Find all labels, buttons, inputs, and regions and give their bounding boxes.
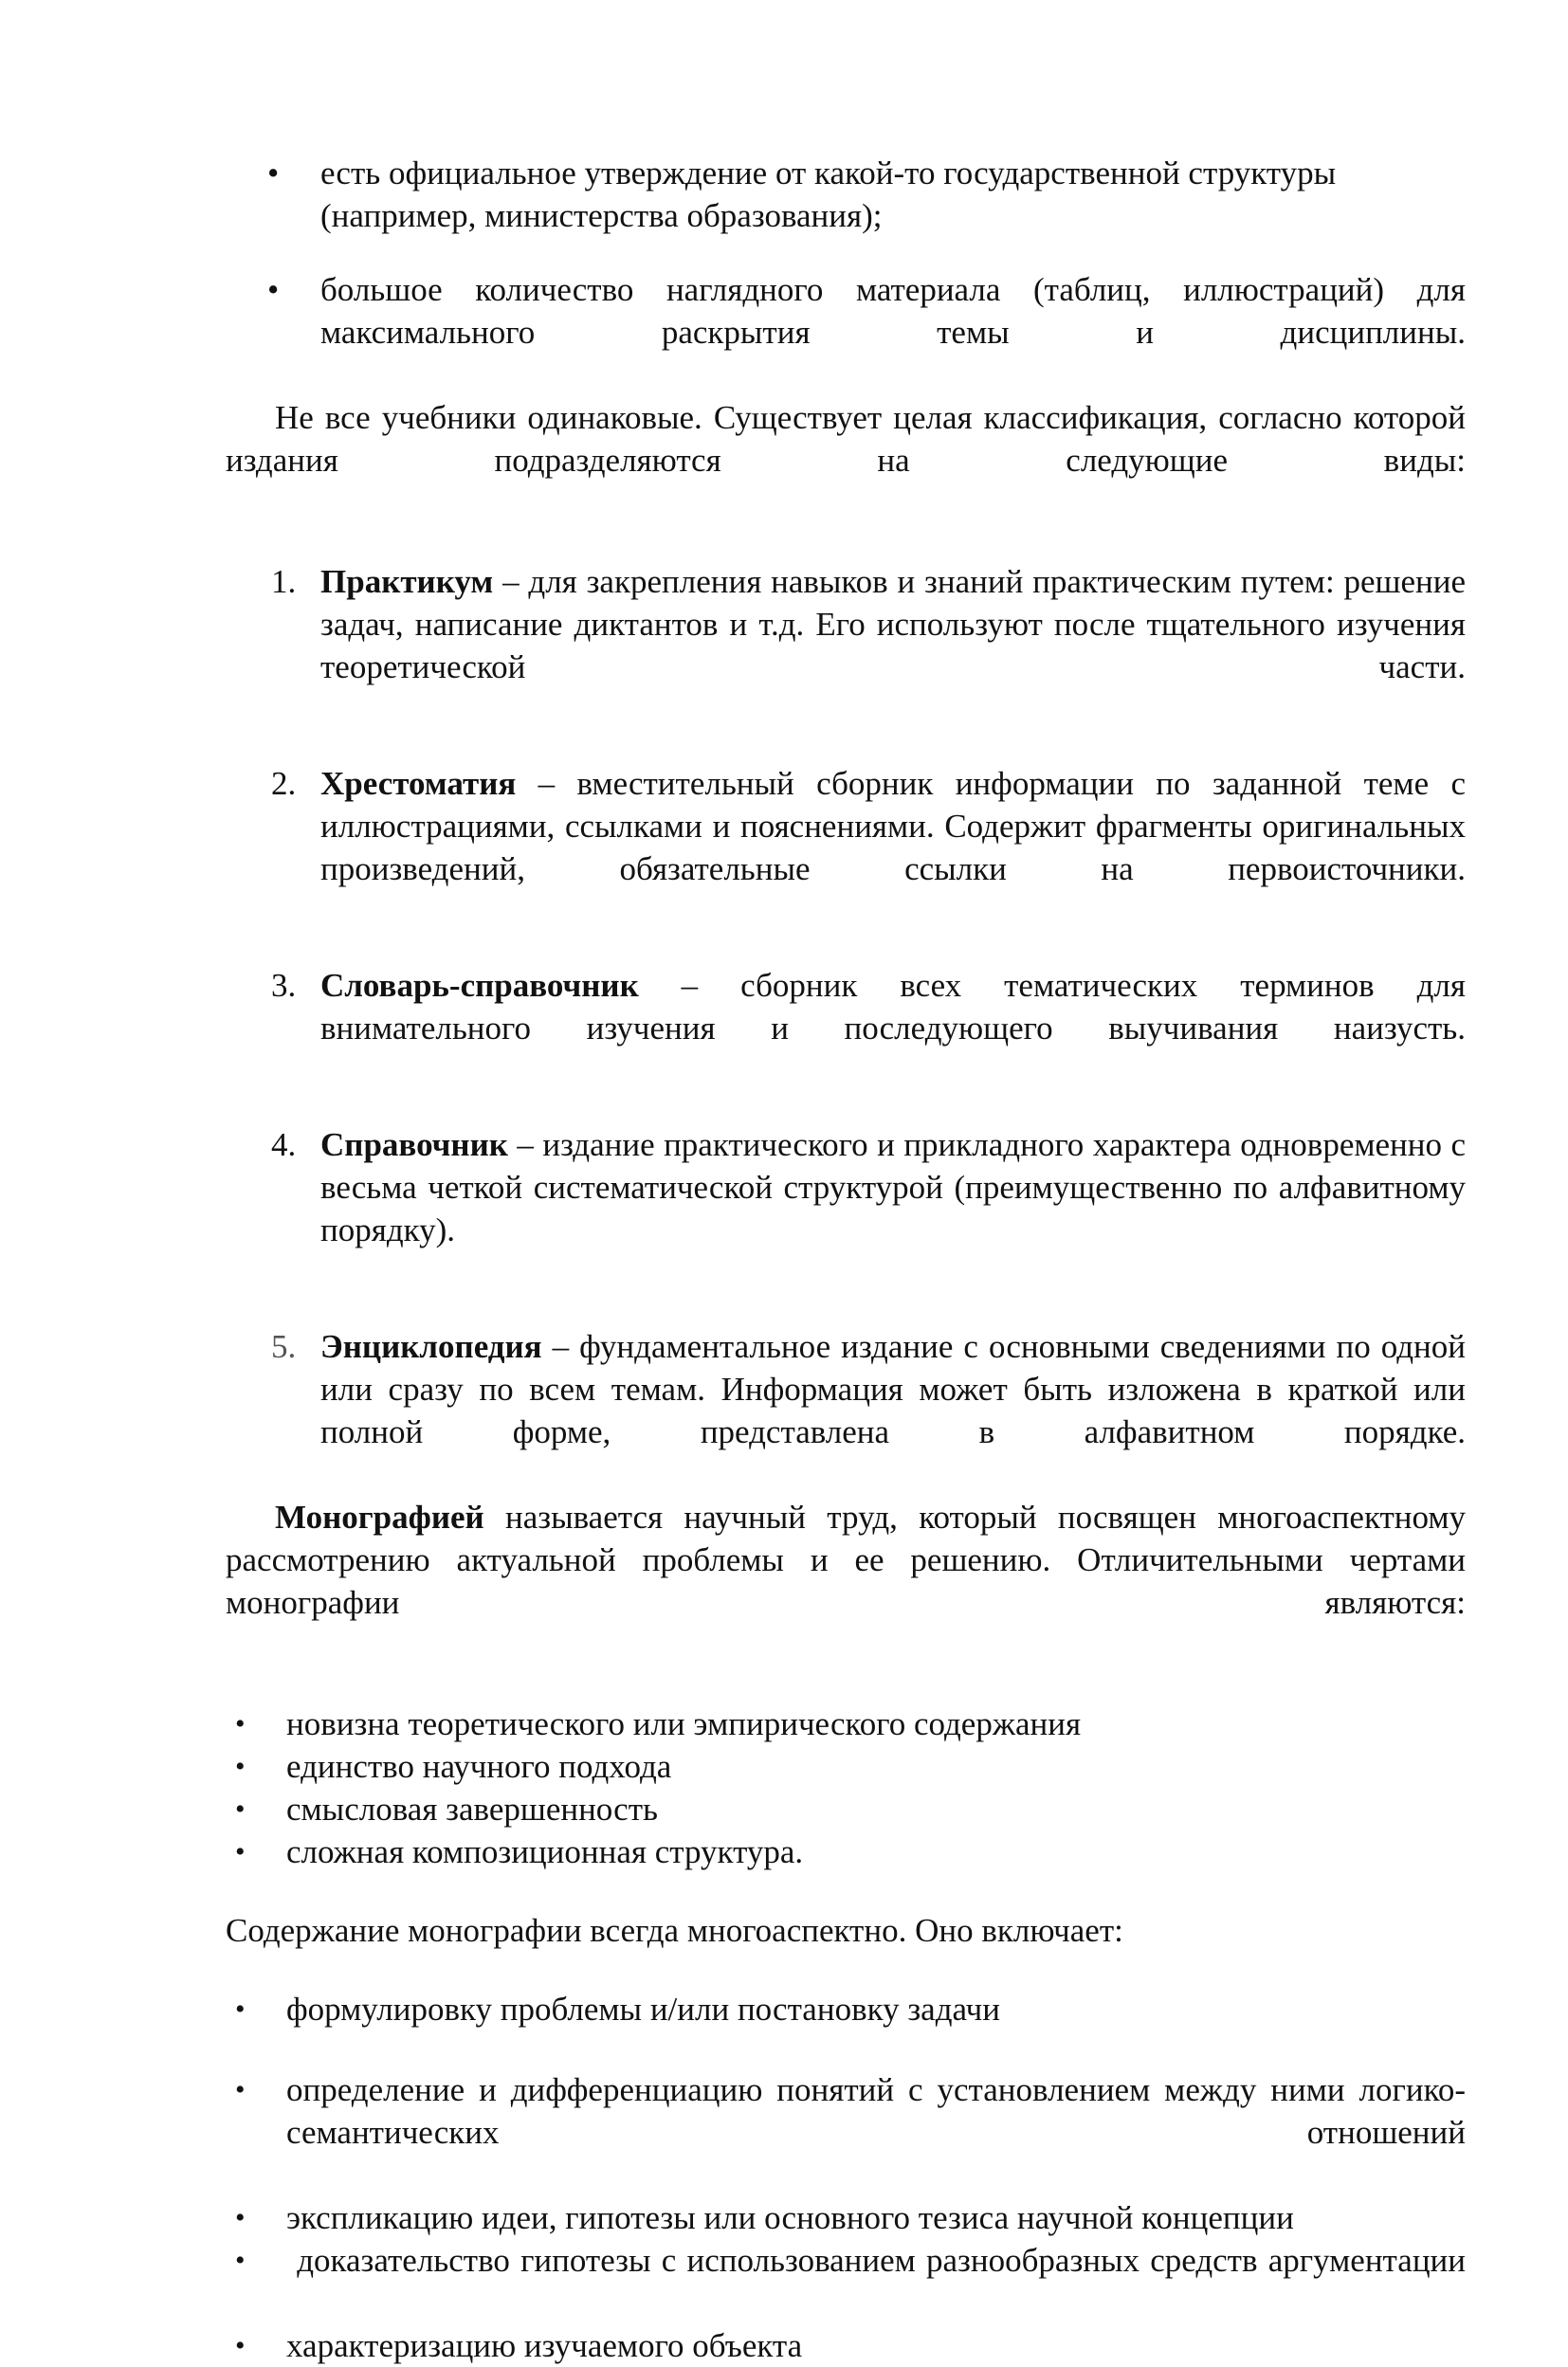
list-item: [226, 2239, 1466, 2324]
bullet-icon: •: [235, 2202, 246, 2233]
content-list: [226, 1988, 1466, 2367]
list-item: [226, 1788, 1466, 1830]
list-item-text: большое количество наглядного материала (таблиц, иллюстраций) для максимального раскрытия темы и дисциплины.: [320, 271, 1466, 351]
definition: – издание практического и прикладного характера одновременно с весьма четкой систематической структурой (преимущественно по алфавитному порядку).: [320, 1126, 1466, 1248]
list-item: [226, 1745, 1466, 1788]
term: Практикум: [320, 563, 494, 600]
list-item: [226, 2324, 1466, 2367]
list-item-text: определение и дифференциацию понятий с установлением между ними логико-семантических отношений: [286, 2071, 1466, 2151]
intro-paragraph: Не все учебники одинаковые. Существует целая классификация, согласно которой издания подразделяются на следующие виды:: [226, 399, 1466, 479]
definition: – сборник всех тематических терминов для внимательного изучения и последующего выучивания наизусть.: [320, 967, 1466, 1047]
list-number: 2.: [271, 765, 297, 802]
list-item: [226, 762, 1466, 933]
monograph-paragraph: [226, 1496, 1466, 1666]
list-item: [226, 1325, 1466, 1496]
bullet-icon: •: [235, 2245, 246, 2276]
list-item-text: экспликацию идеи, гипотезы или основного тезиса научной концепции: [286, 2199, 1294, 2236]
list-number: 1.: [271, 563, 297, 600]
bullet-icon: •: [235, 1708, 246, 1739]
document-page: [226, 152, 1466, 2367]
features-list: [226, 1702, 1466, 1873]
list-item-text: смысловая завершенность: [286, 1791, 658, 1828]
bullet-icon: •: [235, 1793, 246, 1825]
list-item: [226, 152, 1466, 237]
bullet-icon: •: [235, 1994, 246, 2025]
bullet-icon: •: [267, 271, 280, 308]
list-item-text: новизна теоретического или эмпирического содержания: [286, 1705, 1082, 1742]
list-item: [226, 268, 1466, 396]
definition: – для закрепления навыков и знаний практическим путем: решение задач, написание диктантов и т.д. Его используют после тщательного изучения теоретической части.: [320, 563, 1466, 685]
list-item-text: формулировку проблемы и/или постановку задачи: [286, 1991, 1000, 2028]
bullet-icon: •: [267, 155, 280, 191]
bullet-icon: •: [235, 1751, 246, 1782]
bullet-icon: •: [235, 2330, 246, 2361]
list-item: [226, 2196, 1466, 2239]
list-number: 4.: [271, 1126, 297, 1163]
list-item-text: есть официальное утверждение от какой-то государственной структуры (например, министерства образования);: [320, 155, 1337, 234]
term: Хрестоматия: [320, 765, 517, 802]
list-number: 5.: [271, 1328, 297, 1365]
definition: – вместительный сборник информации по заданной теме с иллюстрациями, ссылками и пояснениями. Содержит фрагменты оригинальных произведений, обязательные ссылки на первоисточники.: [320, 765, 1466, 887]
list-item: [226, 2068, 1466, 2196]
list-item-text: характеризацию изучаемого объекта: [286, 2327, 803, 2364]
list-item-text: доказательство гипотезы с использованием разнообразных средств аргументации: [286, 2242, 1467, 2279]
term: Словарь-справочник: [320, 967, 639, 1004]
list-item: [226, 560, 1466, 731]
content-paragraph: Содержание монографии всегда многоаспектно. Оно включает:: [226, 1912, 1123, 1949]
term: Энциклопедия: [320, 1328, 542, 1365]
list-item: [226, 1988, 1466, 2030]
list-item-text: единство научного подхода: [286, 1748, 672, 1785]
definition: – фундаментальное издание с основными сведениями по одной или сразу по всем темам. Информация может быть изложена в краткой или полной форме, представлена в алфавитном порядке.: [320, 1328, 1466, 1450]
term: Монографией: [275, 1499, 484, 1536]
list-item: [226, 1830, 1466, 1873]
paragraph-text: называется научный труд, который посвящен многоаспектному рассмотрению актуальной проблемы и ее решению. Отличительными чертами монографии являются:: [226, 1499, 1466, 1621]
term: Справочник: [320, 1126, 508, 1163]
list-item: [226, 1123, 1466, 1294]
list-item-text: сложная композиционная структура.: [286, 1833, 804, 1870]
bullet-icon: •: [235, 1836, 246, 1867]
bullet-icon: •: [235, 2074, 246, 2105]
list-number: 3.: [271, 967, 297, 1004]
list-item: [226, 1702, 1466, 1745]
list-item: [226, 964, 1466, 1092]
